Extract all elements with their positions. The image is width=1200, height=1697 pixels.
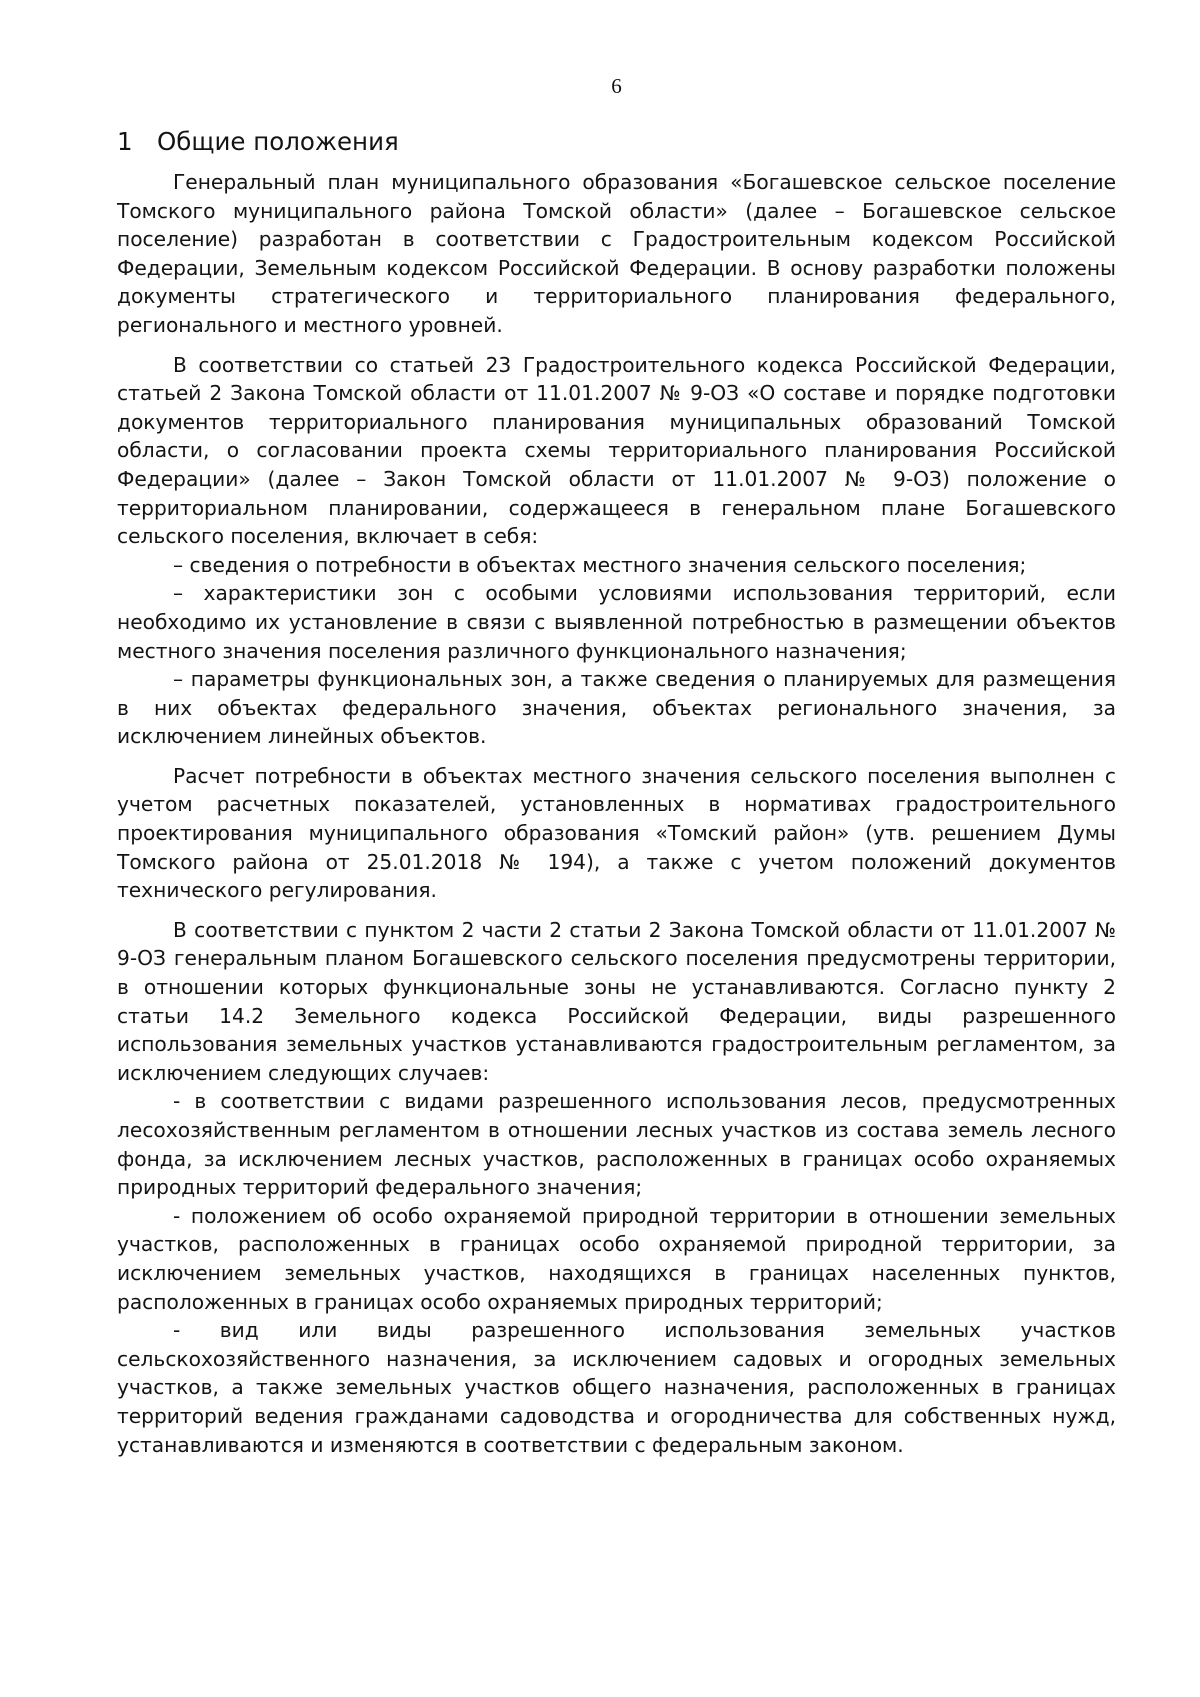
paragraph-calc: Расчет потребности в объектах местного значения сельского поселения выполнен с учетом расчетных показателей, установленных в нормативах градостроительного проектирования муниципального образования «Томский район» (утв. решением Думы Томского района от 25.01.2018 № 194), а также с учетом положений документов технического регулирования. <box>117 763 1116 903</box>
section-heading <box>117 126 1116 158</box>
page-number: 6 <box>611 74 622 98</box>
list-item-parameters: – параметры функциональных зон, а также сведения о планируемых для размещения в них объектах федерального значения, объектах регионального значения, за исключением линейных объектов. <box>117 667 1116 749</box>
paragraph-law: В соответствии со статьей 23 Градостроительного кодекса Российской Федерации, статьей 2 Закона Томской области от 11.01.2007 № 9-ОЗ «О составе и порядке подготовки документов территориального планирования муниципальных образований Томской области, о согласовании проекта схемы территориального планирования Российской Федерации» (далее – Закон Томской области от 11.01.2007 № 9-ОЗ) положение о территориальном планировании, содержащееся в генеральном плане Богашевского сельского поселения, включает в себя: <box>117 352 1116 549</box>
list-item-needs: – сведения о потребности в объектах местного значения сельского поселения; <box>173 552 1027 577</box>
list-item-zones: – характеристики зон с особыми условиями использования территорий, если необходимо их установление в связи с выявленной потребностью в размещении объектов местного значения поселения различного функционального назначения; <box>117 581 1116 663</box>
list-item-protected: - положением об особо охраняемой природной территории в отношении земельных участков, расположенных в границах особо охраняемой природной территории, за исключением земельных участков, находящихся в границах населенных пунктов, расположенных в границах особо охраняемых природных территорий; <box>117 1203 1116 1314</box>
paragraph-intro: Генеральный план муниципального образования «Богашевское сельское поселение Томского муниципального района Томской области» (далее – Богашевское сельское поселение) разработан в соответствии с Градостроительным кодексом Российской Федерации, Земельным кодексом Российской Федерации. В основу разработки положены документы стратегического и территориального планирования федерального, регионального и местного уровней. <box>117 170 1116 337</box>
page-content <box>117 126 1116 1459</box>
list-item-forest: - в соответствии с видами разрешенного использования лесов, предусмотренных лесохозяйственным регламентом в отношении лесных участков из состава земель лесного фонда, за исключением лесных участков, расположенных в границах особо охраняемых природных территорий федерального значения; <box>117 1089 1116 1200</box>
section-number: 1 <box>117 127 133 156</box>
paragraph-zones: В соответствии с пунктом 2 части 2 статьи 2 Закона Томской области от 11.01.2007 № 9-ОЗ генеральным планом Богашевского сельского поселения предусмотрены территории, в отношении которых функциональные зоны не устанавливаются. Согласно пункту 2 статьи 14.2 Земельного кодекса Российской Федерации, виды разрешенного использования земельных участков устанавливаются градостроительным регламентом, за исключением следующих случаев: <box>117 917 1116 1085</box>
list-item-agricultural: - вид или виды разрешенного использования земельных участков сельскохозяйственного назначения, за исключением садовых и огородных земельных участков, а также земельных участков общего назначения, расположенных в границах территорий ведения гражданами садоводства и огородничества для собственных нужд, устанавливаются и изменяются в соответствии с федеральным законом. <box>117 1318 1116 1457</box>
section-title: Общие положения <box>157 127 399 156</box>
